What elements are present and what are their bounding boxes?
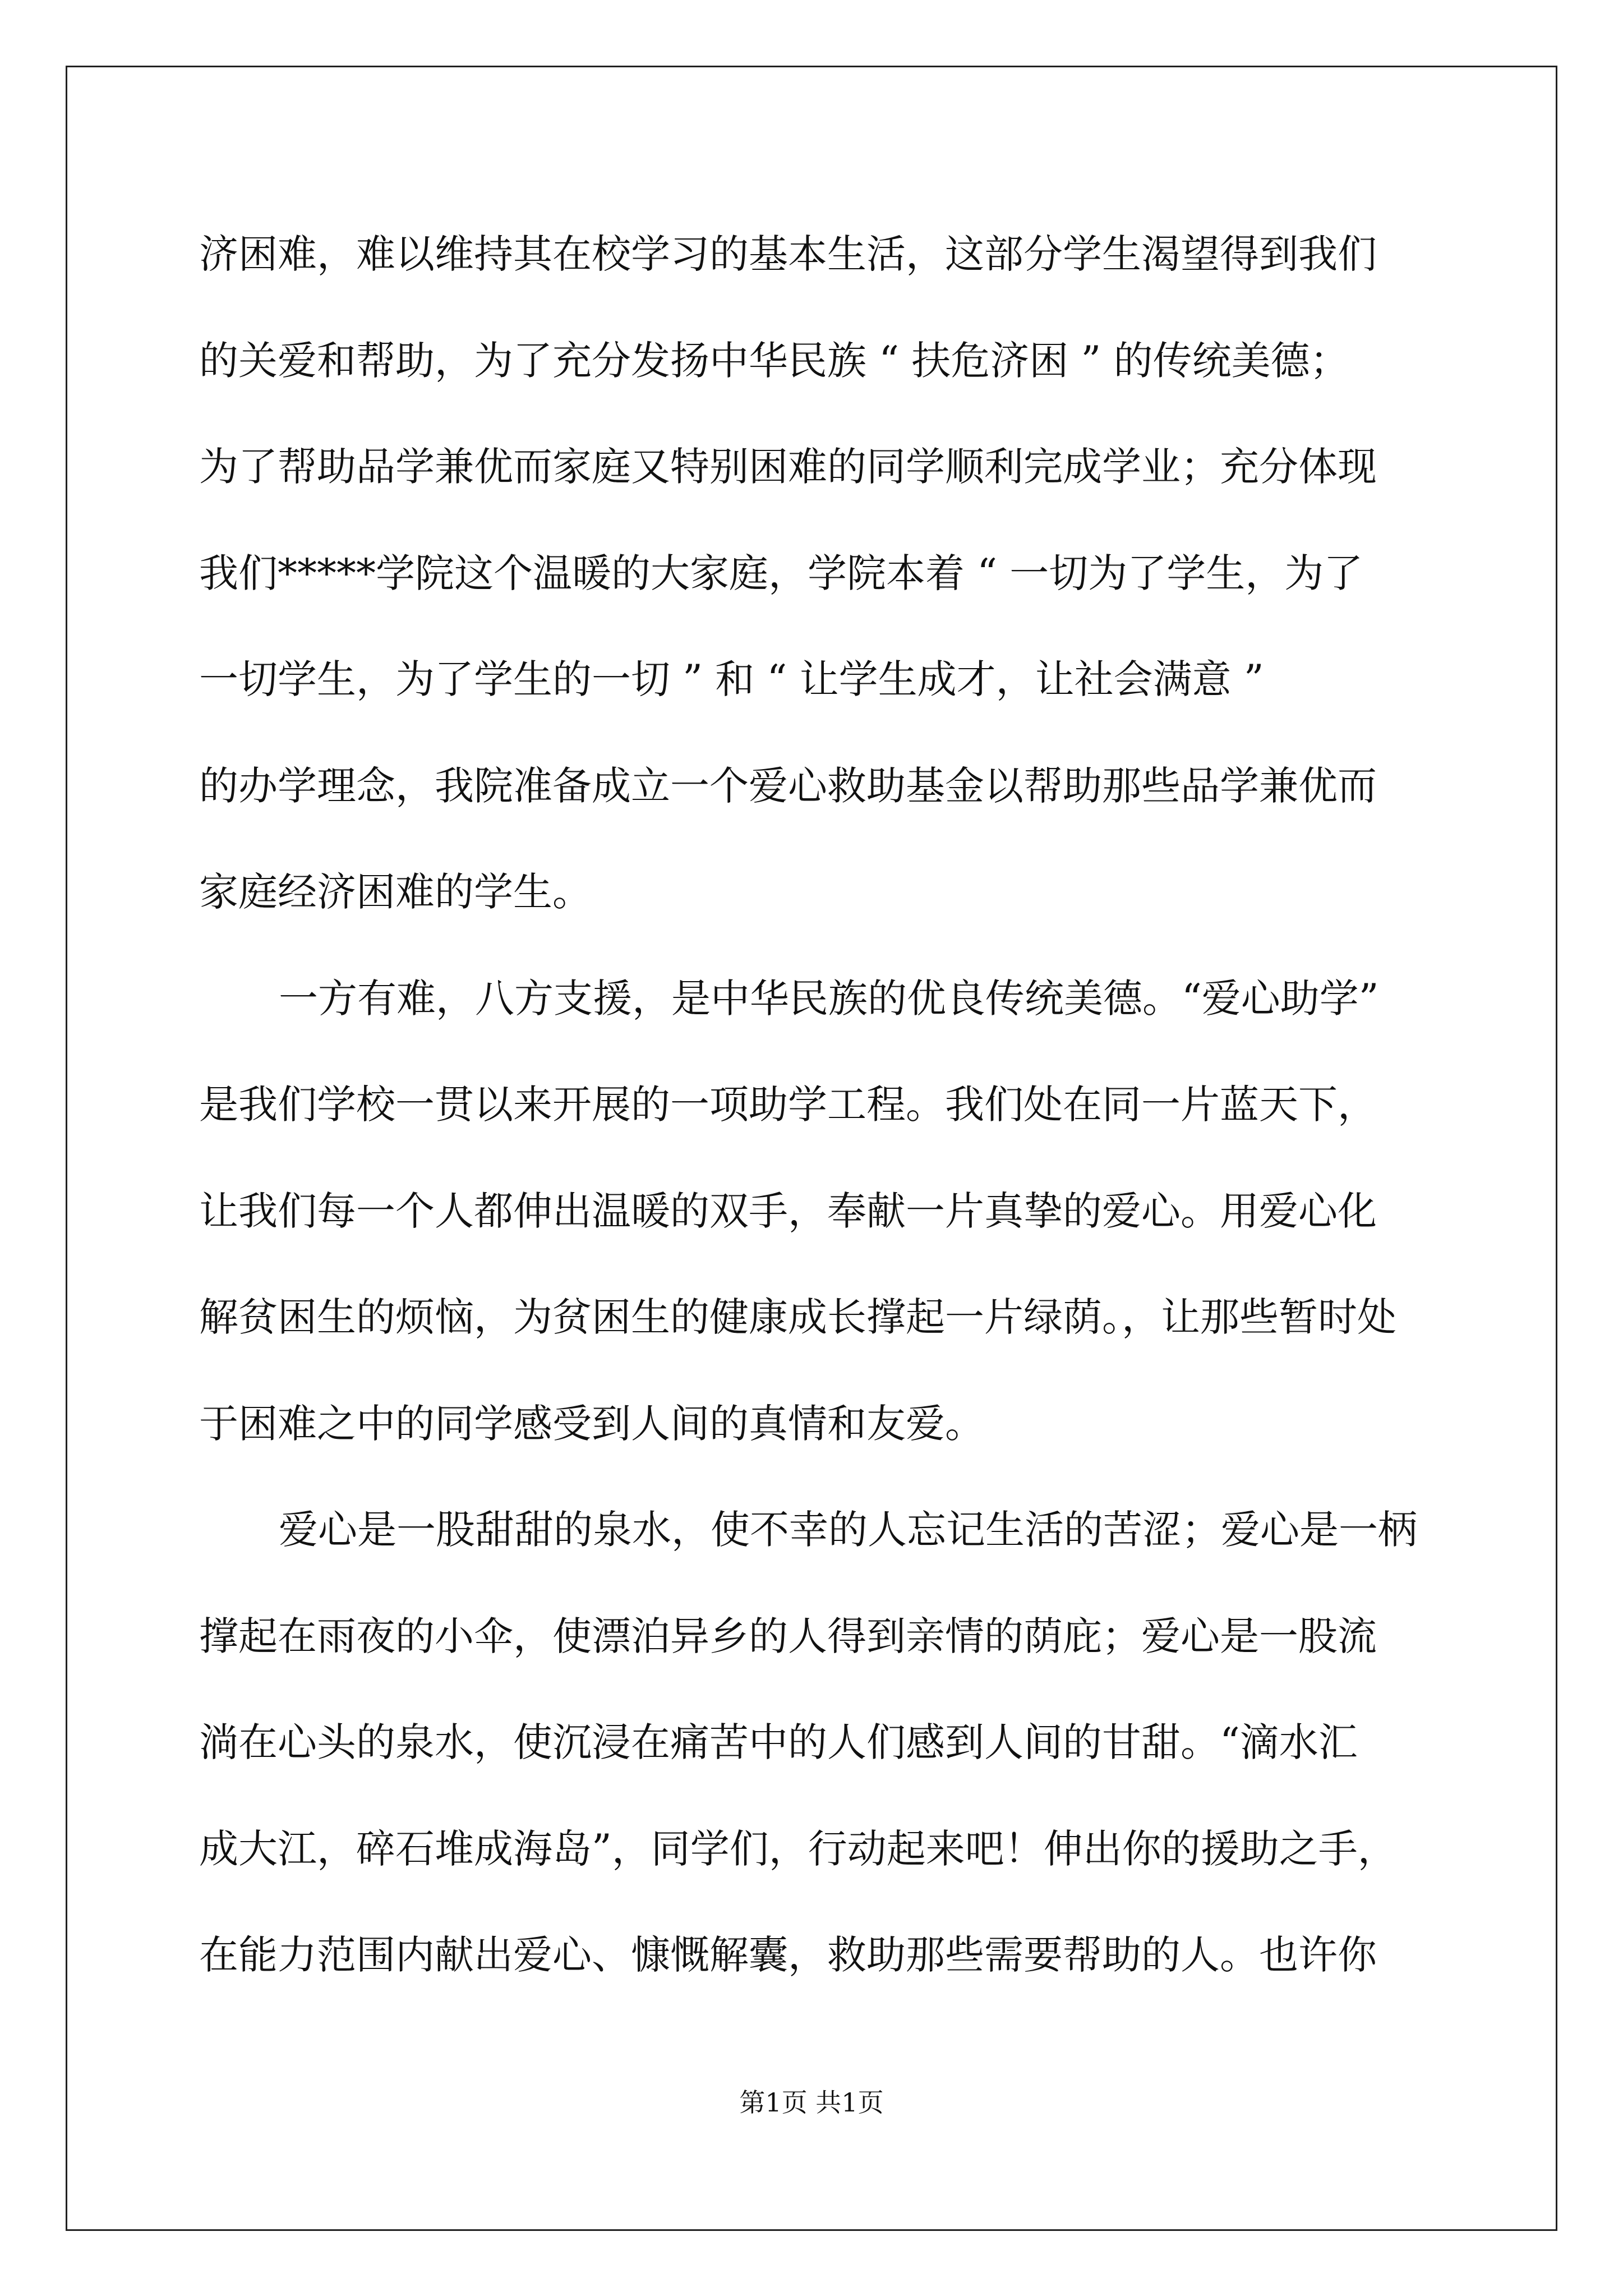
- text-line: 的关爱和帮助，为了充分发扬中华民族 “ 扶危济困 ” 的传统美德；: [199, 338, 1349, 384]
- text-line: 于困难之中的同学感受到人间的真情和友爱。: [199, 1401, 984, 1447]
- text-line: 家庭经济困难的学生。: [199, 869, 592, 915]
- page-border: [66, 66, 1557, 2231]
- text-line: 解贫困生的烦恼，为贫困生的健康成长撑起一片绿荫。，让那些暂时处: [199, 1294, 1396, 1340]
- text-line: 撑起在雨夜的小伞，使漂泊异乡的人得到亲情的荫庇；爱心是一股流: [199, 1613, 1377, 1659]
- page-number-footer: 第1页 共1页: [739, 2087, 884, 2118]
- text-line: 淌在心头的泉水，使沉浸在痛苦中的人们感到人间的甘甜。“滴水汇: [199, 1719, 1358, 1765]
- text-line: 的办学理念，我院准备成立一个爱心救助基金以帮助那些品学兼优而: [199, 763, 1377, 809]
- text-line: 济困难，难以维持其在校学习的基本生活，这部分学生渴望得到我们: [199, 231, 1377, 277]
- text-line: 我们*****学院这个温暖的大家庭，学院本着 “ 一切为了学生，为了: [199, 550, 1363, 596]
- text-line: 是我们学校一贯以来开展的一项助学工程。我们处在同一片蓝天下，: [199, 1082, 1377, 1128]
- text-line: 让我们每一个人都伸出温暖的双手，奉献一片真挚的爱心。用爱心化: [199, 1188, 1377, 1234]
- text-line: 一切学生，为了学生的一切 ” 和 “ 让学生成才，让社会满意 ”: [199, 656, 1264, 702]
- paragraph-start-line: 一方有难，八方支援，是中华民族的优良传统美德。“爱心助学”: [279, 976, 1379, 1022]
- text-line: 成大江，碎石堆成海岛”，同学们，行动起来吧！伸出你的援助之手，: [199, 1826, 1397, 1872]
- text-line: 为了帮助品学兼优而家庭又特别困难的同学顺利完成学业；充分体现: [199, 444, 1377, 490]
- paragraph-start-line: 爱心是一股甜甜的泉水，使不幸的人忘记生活的苦涩；爱心是一柄: [279, 1507, 1417, 1553]
- text-line: 在能力范围内献出爱心、慷慨解囊，救助那些需要帮助的人。也许你: [199, 1932, 1377, 1978]
